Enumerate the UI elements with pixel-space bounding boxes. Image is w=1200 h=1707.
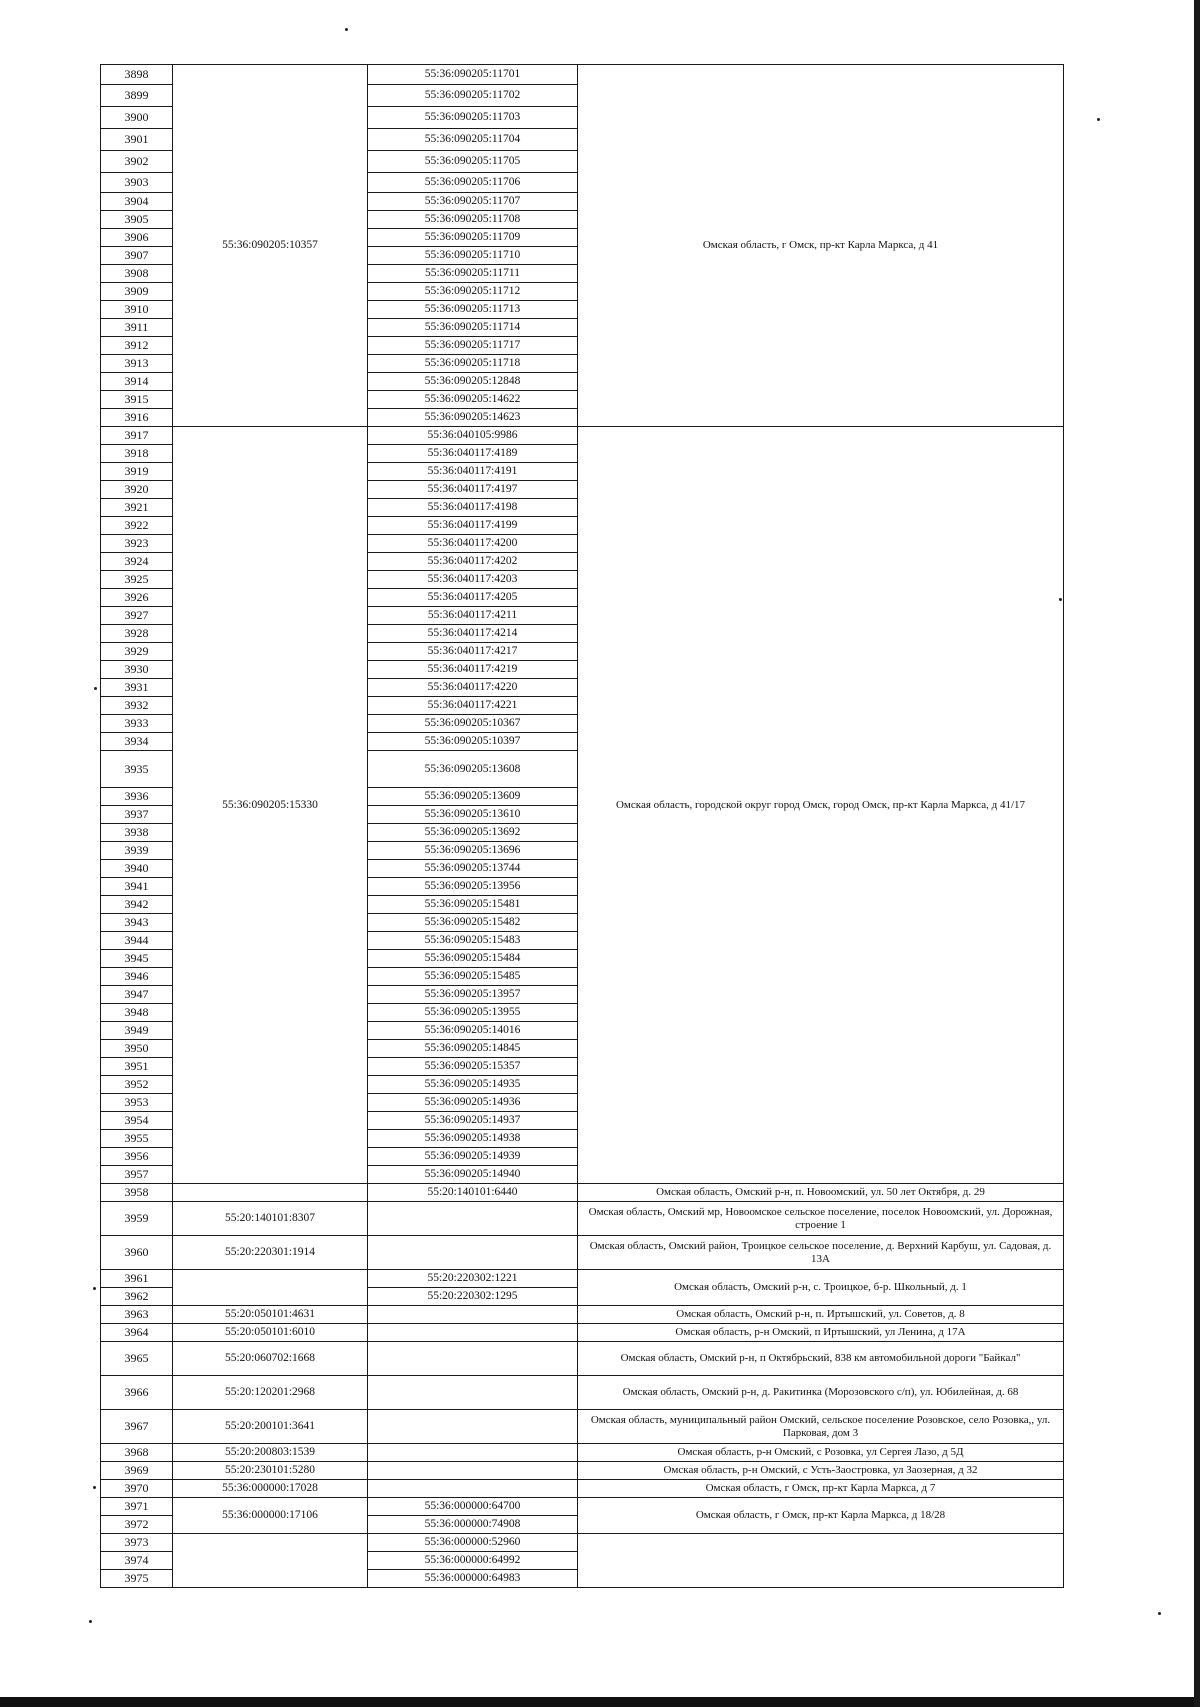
cadastral-number-cell: 55:36:000000:64983	[368, 1570, 578, 1588]
cadastral-number-cell: 55:36:090205:14936	[368, 1094, 578, 1112]
cadastral-number-cell: 55:36:040117:4197	[368, 481, 578, 499]
table-row	[101, 1534, 1064, 1552]
cadastral-number-cell	[368, 1410, 578, 1444]
address-cell: Омская область, Омский р-н, п. Иртышский, ул. Советов, д. 8	[578, 1306, 1064, 1324]
parent-cadastral-cell: 55:20:200803:1539	[173, 1444, 368, 1462]
parent-cadastral-cell: 55:36:090205:15330	[173, 427, 368, 1184]
row-number-cell: 3913	[101, 355, 173, 373]
cadastral-number-cell: 55:20:220302:1221	[368, 1270, 578, 1288]
cadastral-number-cell: 55:36:090205:14623	[368, 409, 578, 427]
row-number-cell: 3961	[101, 1270, 173, 1288]
cadastral-number-cell: 55:36:090205:14935	[368, 1076, 578, 1094]
cadastral-number-cell: 55:36:090205:13955	[368, 1004, 578, 1022]
row-number-cell: 3957	[101, 1166, 173, 1184]
table-row	[101, 1324, 1064, 1342]
cadastral-number-cell: 55:36:040117:4219	[368, 661, 578, 679]
row-number-cell: 3943	[101, 914, 173, 932]
row-number-cell: 3911	[101, 319, 173, 337]
row-number-cell: 3942	[101, 896, 173, 914]
table-row	[101, 1480, 1064, 1498]
scan-edge-right	[1194, 0, 1200, 1707]
row-number-cell: 3919	[101, 463, 173, 481]
cadastral-number-cell: 55:36:090205:14016	[368, 1022, 578, 1040]
cadastral-number-cell: 55:36:000000:64992	[368, 1552, 578, 1570]
row-number-cell: 3953	[101, 1094, 173, 1112]
parent-cadastral-cell: 55:20:220301:1914	[173, 1236, 368, 1270]
row-number-cell: 3938	[101, 824, 173, 842]
address-cell: Омская область, Омский р-н, д. Ракитинка (Морозовского с/п), ул. Юбилейная, д. 68	[578, 1376, 1064, 1410]
cadastral-number-cell: 55:36:090205:13956	[368, 878, 578, 896]
scan-speck	[93, 1486, 96, 1489]
row-number-cell: 3902	[101, 151, 173, 173]
row-number-cell: 3936	[101, 788, 173, 806]
cadastral-number-cell: 55:36:090205:10367	[368, 715, 578, 733]
parent-cadastral-cell: 55:20:120201:2968	[173, 1376, 368, 1410]
row-number-cell: 3908	[101, 265, 173, 283]
row-number-cell: 3969	[101, 1462, 173, 1480]
row-number-cell: 3948	[101, 1004, 173, 1022]
cadastral-number-cell: 55:20:220302:1295	[368, 1288, 578, 1306]
row-number-cell: 3924	[101, 553, 173, 571]
row-number-cell: 3965	[101, 1342, 173, 1376]
scan-speck	[1059, 598, 1062, 601]
cadastral-number-cell: 55:36:090205:14937	[368, 1112, 578, 1130]
row-number-cell: 3935	[101, 751, 173, 788]
cadastral-number-cell: 55:20:140101:6440	[368, 1184, 578, 1202]
parent-cadastral-cell: 55:20:140101:8307	[173, 1202, 368, 1236]
address-cell: Омская область, Омский р-н, п Октябрьский, 838 км автомобильной дороги "Байкал"	[578, 1342, 1064, 1376]
table-row	[101, 1270, 1064, 1288]
row-number-cell: 3910	[101, 301, 173, 319]
row-number-cell: 3959	[101, 1202, 173, 1236]
cadastral-number-cell: 55:36:090205:11703	[368, 107, 578, 129]
row-number-cell: 3916	[101, 409, 173, 427]
parent-cadastral-cell: 55:20:230101:5280	[173, 1462, 368, 1480]
address-cell: Омская область, р-н Омский, с Усть-Заостровка, ул Заозерная, д 32	[578, 1462, 1064, 1480]
table-row	[101, 1376, 1064, 1410]
row-number-cell: 3973	[101, 1534, 173, 1552]
cadastral-number-cell	[368, 1306, 578, 1324]
cadastral-number-cell	[368, 1462, 578, 1480]
row-number-cell: 3968	[101, 1444, 173, 1462]
row-number-cell: 3974	[101, 1552, 173, 1570]
cadastral-number-cell	[368, 1202, 578, 1236]
cadastral-number-cell: 55:36:090205:13608	[368, 751, 578, 788]
table-row	[101, 1462, 1064, 1480]
table-row	[101, 1444, 1064, 1462]
table-row	[101, 65, 1064, 85]
row-number-cell: 3903	[101, 173, 173, 193]
row-number-cell: 3907	[101, 247, 173, 265]
cadastral-number-cell: 55:36:090205:11705	[368, 151, 578, 173]
table-row	[101, 1410, 1064, 1444]
row-number-cell: 3951	[101, 1058, 173, 1076]
cadastral-number-cell	[368, 1236, 578, 1270]
row-number-cell: 3975	[101, 1570, 173, 1588]
row-number-cell: 3945	[101, 950, 173, 968]
row-number-cell: 3950	[101, 1040, 173, 1058]
cadastral-number-cell: 55:36:040117:4198	[368, 499, 578, 517]
cadastral-number-cell: 55:36:090205:14622	[368, 391, 578, 409]
scan-speck	[93, 1287, 96, 1290]
cadastral-number-cell: 55:36:090205:14845	[368, 1040, 578, 1058]
address-cell: Омская область, городской округ город Омск, город Омск, пр-кт Карла Маркса, д 41/17	[578, 427, 1064, 1184]
row-number-cell: 3906	[101, 229, 173, 247]
cadastral-number-cell: 55:36:090205:11707	[368, 193, 578, 211]
row-number-cell: 3947	[101, 986, 173, 1004]
row-number-cell: 3931	[101, 679, 173, 697]
parent-cadastral-cell: 55:36:090205:10357	[173, 65, 368, 427]
address-cell: Омская область, р-н Омский, с Розовка, ул Сергея Лазо, д 5Д	[578, 1444, 1064, 1462]
parent-cadastral-cell: 55:20:050101:6010	[173, 1324, 368, 1342]
cadastral-number-cell: 55:36:040117:4221	[368, 697, 578, 715]
cadastral-number-cell: 55:36:040117:4191	[368, 463, 578, 481]
cadastral-number-cell: 55:36:090205:15357	[368, 1058, 578, 1076]
cadastral-number-cell: 55:36:090205:15481	[368, 896, 578, 914]
row-number-cell: 3914	[101, 373, 173, 391]
row-number-cell: 3967	[101, 1410, 173, 1444]
address-cell: Омская область, муниципальный район Омский, сельское поселение Розовское, село Розовка,, ул. Парковая, дом 3	[578, 1410, 1064, 1444]
address-cell	[578, 1534, 1064, 1588]
row-number-cell: 3964	[101, 1324, 173, 1342]
parent-cadastral-cell: 55:20:050101:4631	[173, 1306, 368, 1324]
cadastral-number-cell: 55:36:090205:11711	[368, 265, 578, 283]
table-row	[101, 1306, 1064, 1324]
row-number-cell: 3954	[101, 1112, 173, 1130]
table-row	[101, 1342, 1064, 1376]
cadastral-number-cell	[368, 1342, 578, 1376]
cadastral-number-cell: 55:36:040117:4211	[368, 607, 578, 625]
cadastral-number-cell: 55:36:090205:15483	[368, 932, 578, 950]
row-number-cell: 3923	[101, 535, 173, 553]
cadastral-number-cell: 55:36:090205:15484	[368, 950, 578, 968]
row-number-cell: 3922	[101, 517, 173, 535]
cadastral-number-cell: 55:36:090205:11706	[368, 173, 578, 193]
cadastral-number-cell: 55:36:090205:14940	[368, 1166, 578, 1184]
row-number-cell: 3904	[101, 193, 173, 211]
cadastral-number-cell: 55:36:090205:11702	[368, 85, 578, 107]
address-cell: Омская область, Омский район, Троицкое сельское поселение, д. Верхний Карбуш, ул. Садовая, д. 13А	[578, 1236, 1064, 1270]
row-number-cell: 3926	[101, 589, 173, 607]
cadastral-number-cell: 55:36:040117:4220	[368, 679, 578, 697]
row-number-cell: 3932	[101, 697, 173, 715]
parent-cadastral-cell: 55:20:060702:1668	[173, 1342, 368, 1376]
row-number-cell: 3915	[101, 391, 173, 409]
cadastral-number-cell: 55:36:090205:11713	[368, 301, 578, 319]
table-row	[101, 1202, 1064, 1236]
cadastral-number-cell	[368, 1376, 578, 1410]
row-number-cell: 3971	[101, 1498, 173, 1516]
row-number-cell: 3918	[101, 445, 173, 463]
table-row	[101, 1184, 1064, 1202]
cadastral-number-cell: 55:36:090205:11714	[368, 319, 578, 337]
cadastral-number-cell: 55:36:040117:4205	[368, 589, 578, 607]
address-cell: Омская область, р-н Омский, п Иртышский, ул Ленина, д 17А	[578, 1324, 1064, 1342]
row-number-cell: 3921	[101, 499, 173, 517]
row-number-cell: 3898	[101, 65, 173, 85]
scan-speck	[345, 28, 348, 31]
parent-cadastral-cell: 55:36:000000:17106	[173, 1498, 368, 1534]
row-number-cell: 3939	[101, 842, 173, 860]
row-number-cell: 3930	[101, 661, 173, 679]
parent-cadastral-cell: 55:36:000000:17028	[173, 1480, 368, 1498]
cadastral-number-cell: 55:36:090205:15485	[368, 968, 578, 986]
row-number-cell: 3970	[101, 1480, 173, 1498]
cadastral-number-cell: 55:36:090205:10397	[368, 733, 578, 751]
parent-cadastral-cell: 55:20:200101:3641	[173, 1410, 368, 1444]
cadastral-number-cell	[368, 1480, 578, 1498]
cadastral-number-cell: 55:36:090205:12848	[368, 373, 578, 391]
table-row	[101, 1236, 1064, 1270]
cadastral-number-cell: 55:36:040117:4199	[368, 517, 578, 535]
cadastral-number-cell: 55:36:090205:13957	[368, 986, 578, 1004]
cadastral-number-cell: 55:36:090205:15482	[368, 914, 578, 932]
row-number-cell: 3934	[101, 733, 173, 751]
parent-cadastral-cell	[173, 1184, 368, 1202]
row-number-cell: 3958	[101, 1184, 173, 1202]
address-cell: Омская область, Омский р-н, с. Троицкое, б-р. Школьный, д. 1	[578, 1270, 1064, 1306]
row-number-cell: 3944	[101, 932, 173, 950]
cadastral-number-cell	[368, 1324, 578, 1342]
row-number-cell: 3933	[101, 715, 173, 733]
cadastral-number-cell: 55:36:090205:11708	[368, 211, 578, 229]
row-number-cell: 3940	[101, 860, 173, 878]
table-row	[101, 427, 1064, 445]
row-number-cell: 3909	[101, 283, 173, 301]
cadastral-number-cell: 55:36:090205:13610	[368, 806, 578, 824]
row-number-cell: 3912	[101, 337, 173, 355]
parent-cadastral-cell	[173, 1534, 368, 1588]
scan-speck	[1097, 118, 1100, 121]
row-number-cell: 3920	[101, 481, 173, 499]
cadastral-number-cell: 55:36:040117:4214	[368, 625, 578, 643]
row-number-cell: 3966	[101, 1376, 173, 1410]
address-cell: Омская область, г Омск, пр-кт Карла Маркса, д 7	[578, 1480, 1064, 1498]
scan-speck	[89, 1620, 92, 1623]
cadastral-number-cell: 55:36:090205:11704	[368, 129, 578, 151]
row-number-cell: 3928	[101, 625, 173, 643]
cadastral-number-cell: 55:36:090205:14938	[368, 1130, 578, 1148]
row-number-cell: 3956	[101, 1148, 173, 1166]
parent-cadastral-cell	[173, 1270, 368, 1306]
row-number-cell: 3901	[101, 129, 173, 151]
cadastral-number-cell: 55:36:090205:13696	[368, 842, 578, 860]
address-cell: Омская область, г Омск, пр-кт Карла Маркса, д 41	[578, 65, 1064, 427]
row-number-cell: 3900	[101, 107, 173, 129]
row-number-cell: 3963	[101, 1306, 173, 1324]
cadastral-number-cell: 55:36:090205:11701	[368, 65, 578, 85]
table-row	[101, 1498, 1064, 1516]
row-number-cell: 3955	[101, 1130, 173, 1148]
address-cell: Омская область, г Омск, пр-кт Карла Маркса, д 18/28	[578, 1498, 1064, 1534]
row-number-cell: 3941	[101, 878, 173, 896]
row-number-cell: 3952	[101, 1076, 173, 1094]
cadastral-number-cell: 55:36:040117:4200	[368, 535, 578, 553]
cadastral-number-cell: 55:36:090205:11710	[368, 247, 578, 265]
row-number-cell: 3949	[101, 1022, 173, 1040]
scan-speck	[1158, 1612, 1161, 1615]
cadastral-number-cell: 55:36:000000:52960	[368, 1534, 578, 1552]
cadastral-number-cell: 55:36:090205:11717	[368, 337, 578, 355]
scan-edge-bottom	[0, 1697, 1200, 1707]
row-number-cell: 3917	[101, 427, 173, 445]
row-number-cell: 3937	[101, 806, 173, 824]
cadastral-number-cell: 55:36:090205:14939	[368, 1148, 578, 1166]
row-number-cell: 3972	[101, 1516, 173, 1534]
row-number-cell: 3925	[101, 571, 173, 589]
cadastral-number-cell: 55:36:090205:11712	[368, 283, 578, 301]
address-cell: Омская область, Омский мр, Новоомское сельское поселение, поселок Новоомский, ул. Дорожная, строение 1	[578, 1202, 1064, 1236]
address-cell: Омская область, Омский р-н, п. Новоомский, ул. 50 лет Октября, д. 29	[578, 1184, 1064, 1202]
scan-speck	[94, 687, 97, 690]
cadastral-number-cell: 55:36:040117:4217	[368, 643, 578, 661]
row-number-cell: 3899	[101, 85, 173, 107]
cadastral-table	[100, 64, 1064, 1588]
cadastral-number-cell: 55:36:090205:13744	[368, 860, 578, 878]
row-number-cell: 3927	[101, 607, 173, 625]
cadastral-number-cell: 55:36:040117:4203	[368, 571, 578, 589]
cadastral-number-cell: 55:36:090205:11718	[368, 355, 578, 373]
cadastral-number-cell: 55:36:000000:64700	[368, 1498, 578, 1516]
row-number-cell: 3905	[101, 211, 173, 229]
row-number-cell: 3962	[101, 1288, 173, 1306]
cadastral-number-cell: 55:36:000000:74908	[368, 1516, 578, 1534]
cadastral-number-cell: 55:36:040105:9986	[368, 427, 578, 445]
cadastral-number-cell	[368, 1444, 578, 1462]
cadastral-number-cell: 55:36:090205:13609	[368, 788, 578, 806]
cadastral-number-cell: 55:36:090205:11709	[368, 229, 578, 247]
cadastral-number-cell: 55:36:040117:4202	[368, 553, 578, 571]
row-number-cell: 3929	[101, 643, 173, 661]
cadastral-number-cell: 55:36:090205:13692	[368, 824, 578, 842]
cadastral-number-cell: 55:36:040117:4189	[368, 445, 578, 463]
row-number-cell: 3946	[101, 968, 173, 986]
row-number-cell: 3960	[101, 1236, 173, 1270]
